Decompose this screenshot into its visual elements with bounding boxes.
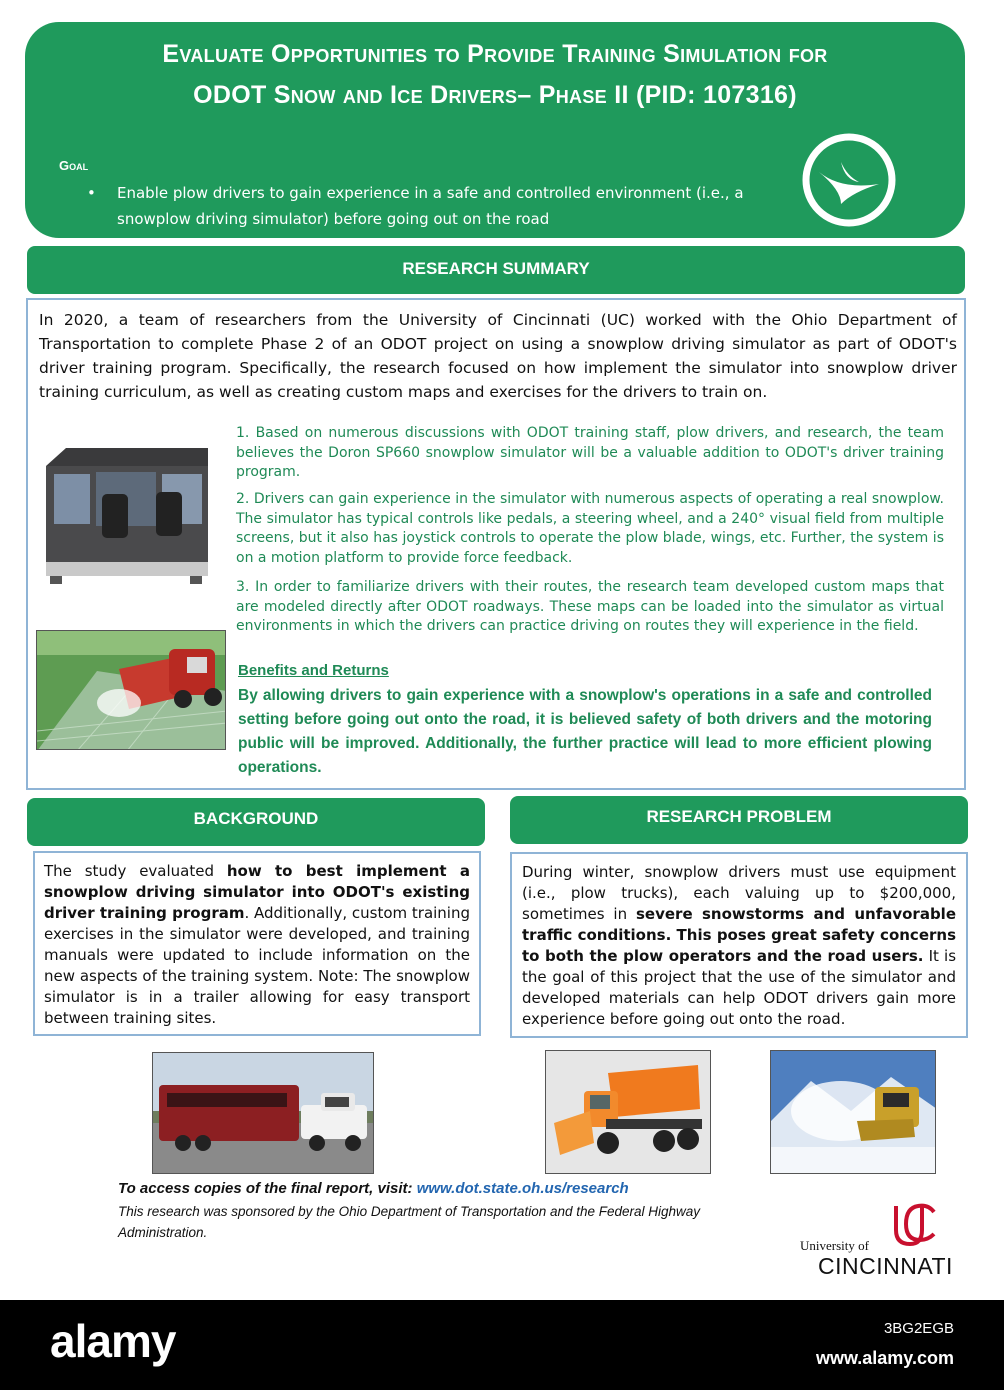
background-text-2: . Additionally, custom training exercises in the simulator were developed, and training manuals were updated to include information on the new aspects of the training system. Note: The snowplow simulator is in a trailer allowing for easy transport between training sites. [44,904,471,1027]
goal-label: Goal [59,158,89,173]
research-problem-text-1: During winter, snowplow drivers must use equipment (i.e., plow trucks), each valuing up to $200,000, sometimes in [522,863,956,923]
simulation-screenshot [36,630,226,750]
sponsor-note: This research was sponsored by the Ohio Department of Transportation and the Federal Highway Administration. [118,1204,701,1240]
benefits-title: Benefits and Returns [238,662,389,679]
uc-monogram-icon [888,1200,936,1248]
stock-url: www.alamy.com [815,1348,954,1368]
research-problem-text-2: It is the goal of this project that the use of the simulator and developed materials can help ODOT drivers gain more experience before going out onto the road. [522,947,957,1028]
stock-image-id: 3BG2EGB [883,1320,954,1337]
odot-logo-icon [801,132,897,228]
finding-1: 1. Based on numerous discussions with ODOT training staff, plow drivers, and research, the team believes the Doron SP660 snowplow simulator will be a valuable addition to ODOT's driver training program. [236,425,944,480]
background-text-1: The study evaluated [44,862,227,880]
research-summary-heading: RESEARCH SUMMARY [27,246,965,294]
benefits-text: By allowing drivers to gain experience with a snowplow's operations in a safe and controlled setting before going out onto the road, it is believed safety of both drivers and the motoring public will be improved. Additionally, the further practice will lead to more efficient plowing operations. [238,687,932,776]
plow-truck-photo [545,1050,711,1174]
background-box [33,851,481,1036]
snowplow-blizzard-photo [770,1050,936,1174]
research-problem-heading: RESEARCH PROBLEM [510,796,968,844]
report-access-line [118,1180,629,1197]
header-banner [25,22,965,238]
goal-list [87,180,767,232]
uc-logo-line-1: University of [800,1238,869,1253]
goal-item: • Enable plow drivers to gain experience in a safe and controlled environment (i.e., a snowplow driving simulator) before going out on the road [87,180,767,232]
research-problem-text-bold: severe snowstorms and unfavorable traffic conditions. This poses great safety concerns to both the plow operators and the road users. [522,905,956,965]
simulator-photo [40,444,212,586]
report-link[interactable]: www.dot.state.oh.us/research [416,1180,629,1197]
research-summary-intro: In 2020, a team of researchers from the University of Cincinnati (UC) worked with the Ohio Department of Transportation to complete Phase 2 of an ODOT project on using a snowplow driving simulator as part of ODOT's driver training program. Specifically, the research focused on how implement the simulator into snowplow driver training curriculum, as well as creating custom maps and exercises for the drivers to train on. [39,311,957,401]
uc-logo-line-2: CINCINNATI [818,1253,953,1279]
background-heading: BACKGROUND [27,798,485,846]
page-title-line-2: ODOT Snow and Ice Drivers– Phase II (PID: 107316) [193,81,797,109]
finding-3: 3. In order to familiarize drivers with their routes, the research team developed custom maps that are modeled directly after ODOT roadways. These maps can be loaded into the simulator as virtual environments in which the drivers can practice driving on routes they will experience in the field. [236,579,944,634]
finding-2: 2. Drivers can gain experience in the simulator with numerous aspects of operating a real snowplow. The simulator has typical controls like pedals, a steering wheel, and a 240° visual field from multiple screens, but it also has joystick controls to operate the plow blade, wings, etc. Further, the system is on a motion platform to provide force feedback. [236,491,944,566]
page-title-line-1: Evaluate Opportunities to Provide Training Simulation for [162,40,828,68]
research-problem-box [510,852,968,1038]
trailer-photo [152,1052,374,1174]
stock-logo: alamy [50,1315,176,1367]
report-access-label: To access copies of the final report, visit: [118,1180,413,1197]
stock-watermark-bar [0,1300,1004,1390]
page-title [45,34,945,116]
background-text-bold: how to best implement a snowplow driving simulator into ODOT's existing driver training program [44,862,470,922]
